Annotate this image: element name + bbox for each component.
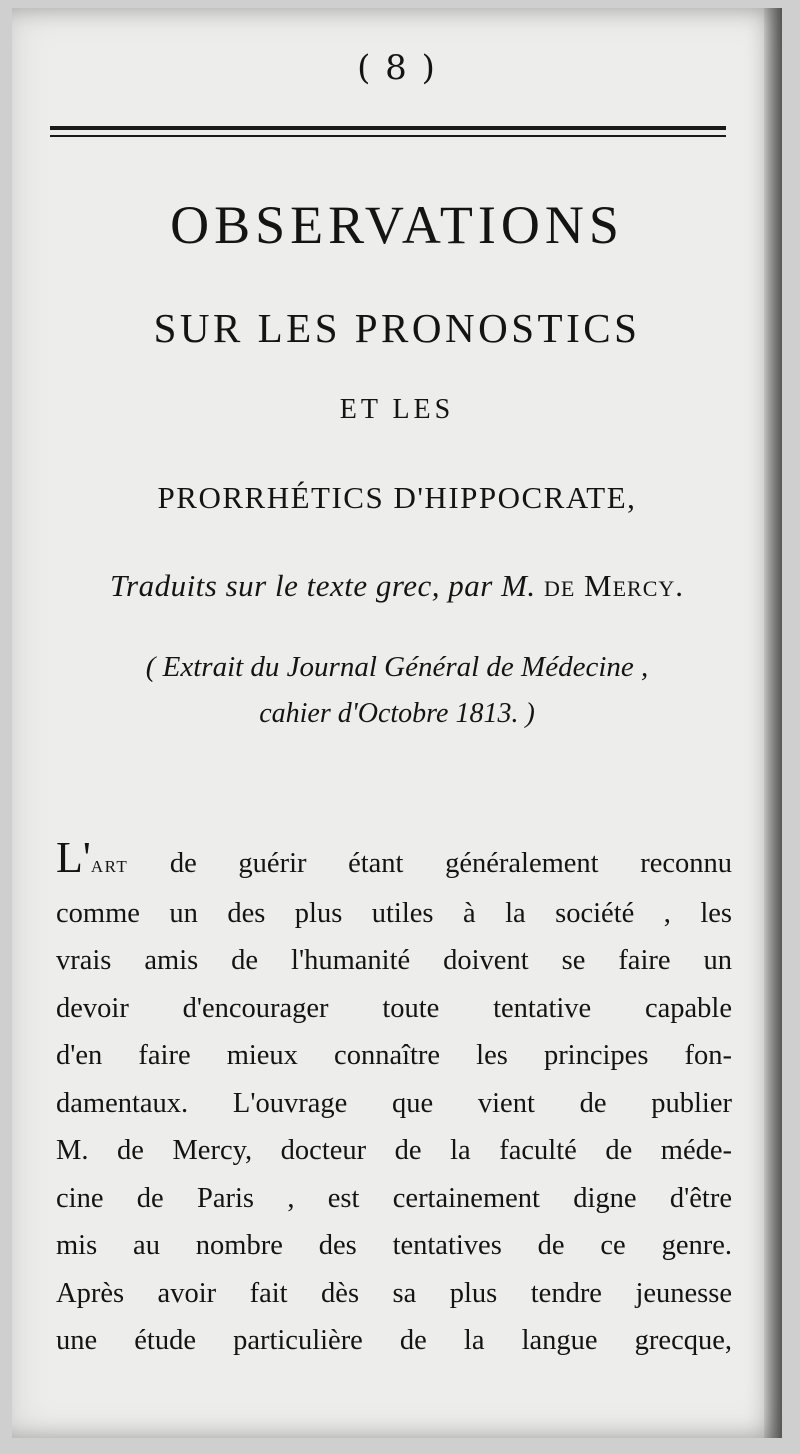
translator-prefix: Traduits sur le texte grec, par M. bbox=[109, 568, 536, 603]
book-page bbox=[12, 8, 782, 1438]
body-line: mis au nombre des tentatives de ce genre. bbox=[56, 1230, 732, 1261]
body-line-1 bbox=[56, 833, 732, 890]
body-line: damentaux. L'ouvrage que vient de publier bbox=[56, 1087, 732, 1119]
source-line-1: ( Extrait du Journal Général de Médecine , bbox=[145, 651, 649, 683]
translator-name: de Mercy. bbox=[543, 568, 685, 603]
title-line-1: OBSERVATIONS bbox=[170, 195, 624, 255]
drop-cap: L' bbox=[56, 833, 91, 882]
body-line: Après avoir fait dès sa plus tendre jeunesse bbox=[56, 1277, 732, 1309]
header-rule-thick bbox=[50, 126, 726, 130]
body-line: vrais amis de l'humanité doivent se faire un bbox=[56, 945, 732, 976]
title-line-2: SUR LES PRONOSTICS bbox=[153, 305, 641, 351]
body-line: devoir d'encourager toute tentative capable bbox=[56, 992, 732, 1024]
title-line-4: PRORRHÉTICS D'HIPPOCRATE, bbox=[157, 480, 637, 515]
header-rule-thin bbox=[50, 135, 726, 137]
body-line: cine de Paris , est certainement digne d'être bbox=[56, 1182, 732, 1214]
body-line-1-rest: de guérir étant généralement reconnu bbox=[128, 848, 732, 879]
body-line: M. de Mercy, docteur de la faculté de méde- bbox=[56, 1135, 732, 1166]
title-line-3: ET LES bbox=[339, 394, 455, 425]
body-text bbox=[56, 833, 732, 1365]
translator-line bbox=[12, 568, 782, 604]
body-line: d'en faire mieux connaître les principes fon- bbox=[56, 1040, 732, 1071]
body-line: comme un des plus utiles à la société , les bbox=[56, 897, 732, 929]
body-line: une étude particulière de la langue grecque, bbox=[56, 1325, 732, 1356]
page-number: ( 8 ) bbox=[357, 48, 437, 88]
first-word: art bbox=[90, 852, 129, 878]
source-line-2: cahier d'Octobre 1813. ) bbox=[259, 698, 535, 729]
